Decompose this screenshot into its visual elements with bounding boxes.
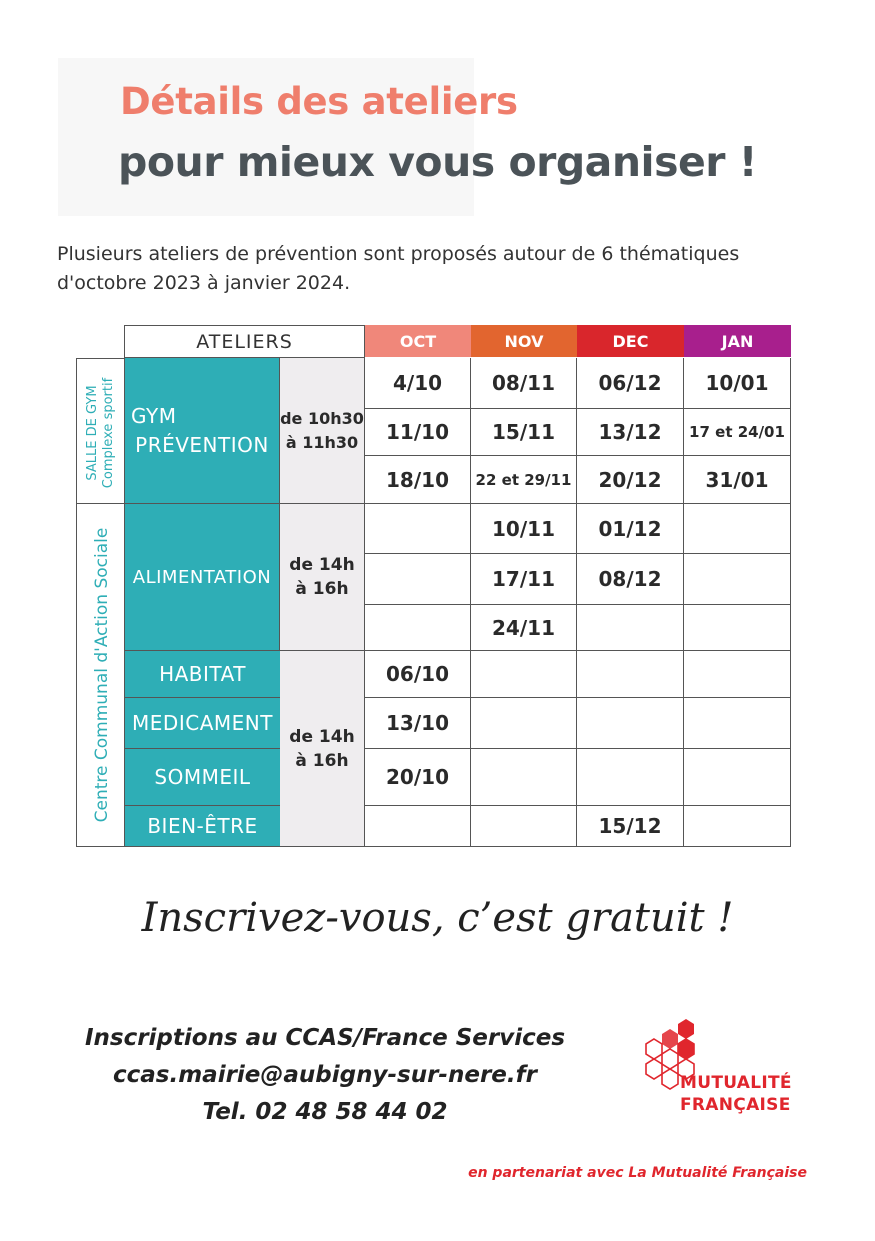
date-gym-jan-2: 17 et 24/01: [689, 423, 785, 441]
date-cell: [365, 456, 471, 504]
contact-line1: Inscriptions au CCAS/France Services: [84, 1025, 566, 1051]
date-cell: [365, 651, 471, 698]
ateliers-header: [124, 325, 365, 358]
date-cell: [471, 456, 577, 504]
date-alim-nov-3: 24/11: [492, 615, 555, 640]
date-cell: [577, 409, 684, 456]
date-gym-oct-2: 11/10: [386, 420, 449, 444]
hours-alimentation: [280, 504, 365, 651]
hours-ccas-line2: à 16h: [295, 750, 349, 771]
hours-alim-line1: de 14h: [289, 555, 355, 575]
date-cell: [684, 554, 791, 605]
theme-alimentation-label: ALIMENTATION: [132, 566, 272, 588]
date-alim-nov-2: 17/11: [492, 567, 555, 591]
date-alim-dec-1: 01/12: [598, 516, 662, 541]
contact-phone[interactable]: Tel. 02 48 58 44 02: [202, 1099, 448, 1125]
month-oct: [365, 325, 471, 357]
date-cell: [471, 554, 577, 605]
date-cell: [471, 358, 577, 409]
date-cell: [471, 806, 577, 847]
month-jan-label: JAN: [721, 331, 754, 351]
date-cell: [471, 698, 577, 749]
date-cell: [365, 806, 471, 847]
intro-text: Plusieurs ateliers de prévention sont proposés autour de 6 thématiques d'octobre 2023 à janvier 2024.: [57, 243, 740, 294]
date-cell: [471, 651, 577, 698]
date-cell: [365, 749, 471, 806]
date-alim-dec-2: 08/12: [598, 567, 662, 591]
venue-ccas-label: Centre Communal d'Action Sociale: [92, 527, 112, 823]
hours-alim-line2: à 16h: [295, 579, 349, 599]
theme-habitat-label: HABITAT: [159, 662, 246, 686]
month-dec-label: DEC: [612, 331, 649, 351]
date-gym-dec-2: 13/12: [598, 420, 662, 444]
page-subtitle: pour mieux vous organiser !: [118, 138, 757, 186]
date-gym-oct-1: 4/10: [392, 371, 443, 395]
date-cell: [577, 651, 684, 698]
logo-line2: FRANÇAISE: [680, 1095, 791, 1115]
page-title: Détails des ateliers: [120, 80, 518, 123]
date-cell: [471, 409, 577, 456]
month-dec: [577, 325, 684, 357]
date-bien-etre-dec: 15/12: [598, 814, 662, 838]
theme-bien-etre: [125, 806, 280, 847]
theme-medicament-label: MEDICAMENT: [132, 711, 273, 735]
theme-sommeil-label: SOMMEIL: [154, 765, 251, 789]
date-cell: [365, 504, 471, 554]
date-gym-nov-1: 08/11: [492, 371, 555, 395]
hours-gym-line1: de 10h30: [280, 408, 364, 428]
date-cell: [577, 806, 684, 847]
date-gym-nov-3: 22 et 29/11: [475, 470, 572, 489]
date-alim-nov-1: 10/11: [492, 516, 555, 541]
date-cell: [365, 554, 471, 605]
month-nov-label: NOV: [504, 331, 544, 351]
theme-gym-prevention: [125, 358, 280, 504]
date-sommeil-oct: 20/10: [386, 765, 449, 789]
month-nov: [471, 325, 577, 357]
date-cell: [577, 456, 684, 504]
date-habitat-oct: 06/10: [386, 662, 449, 686]
contact-email[interactable]: ccas.mairie@aubigny-sur-nere.fr: [113, 1062, 537, 1088]
date-cell: [577, 554, 684, 605]
date-cell: [577, 749, 684, 806]
theme-bien-etre-label: BIEN-ÊTRE: [147, 814, 258, 838]
theme-gym-line1: GYM: [131, 403, 177, 428]
date-cell: [684, 456, 791, 504]
venue-gym-line2: Complexe sportif: [101, 377, 116, 489]
ateliers-header-label: ATELIERS: [196, 330, 293, 353]
month-oct-label: OCT: [399, 331, 437, 351]
venue-gym-line1: SALLE DE GYM: [85, 385, 100, 481]
date-gym-dec-1: 06/12: [598, 371, 662, 395]
date-cell: [684, 749, 791, 806]
date-cell: [471, 749, 577, 806]
hours-ccas-line1: de 14h: [289, 726, 355, 747]
date-cell: [684, 409, 791, 456]
hours-gym-line2: à 11h30: [285, 432, 359, 452]
theme-sommeil: [125, 749, 280, 806]
date-cell: [577, 605, 684, 651]
date-cell: [365, 409, 471, 456]
hours-gym: [280, 358, 365, 504]
hours-ccas: [280, 651, 365, 847]
logo-line1: MUTUALITÉ: [680, 1073, 792, 1093]
date-cell: [365, 698, 471, 749]
venue-gym-label: [85, 378, 117, 488]
date-cell: [577, 358, 684, 409]
date-cell: [684, 605, 791, 651]
date-cell: [684, 651, 791, 698]
date-cell: [471, 504, 577, 554]
date-gym-oct-3: 18/10: [386, 467, 449, 492]
date-cell: [577, 698, 684, 749]
date-cell: [684, 806, 791, 847]
theme-medicament: [125, 698, 280, 749]
mutualite-logo-text: [680, 1072, 792, 1116]
theme-habitat: [125, 651, 280, 698]
date-gym-jan-1: 10/01: [705, 371, 769, 395]
month-jan: [684, 325, 791, 357]
date-cell: [471, 605, 577, 651]
date-gym-dec-3: 20/12: [598, 467, 662, 492]
date-gym-nov-2: 15/11: [492, 420, 555, 444]
call-to-action: Inscrivez-vous, c’est gratuit !: [141, 895, 734, 941]
date-cell: [577, 504, 684, 554]
date-medicament-oct: 13/10: [386, 711, 449, 735]
contact-block: [70, 1020, 580, 1131]
date-cell: [365, 358, 471, 409]
date-gym-jan-3: 31/01: [705, 467, 769, 492]
date-cell: [684, 698, 791, 749]
date-cell: [684, 358, 791, 409]
date-cell: [365, 605, 471, 651]
date-cell: [684, 504, 791, 554]
theme-gym-line2: PRÉVENTION: [135, 432, 269, 457]
theme-alimentation: [125, 504, 280, 651]
partner-note: en partenariat avec La Mutualité Française: [468, 1165, 807, 1181]
